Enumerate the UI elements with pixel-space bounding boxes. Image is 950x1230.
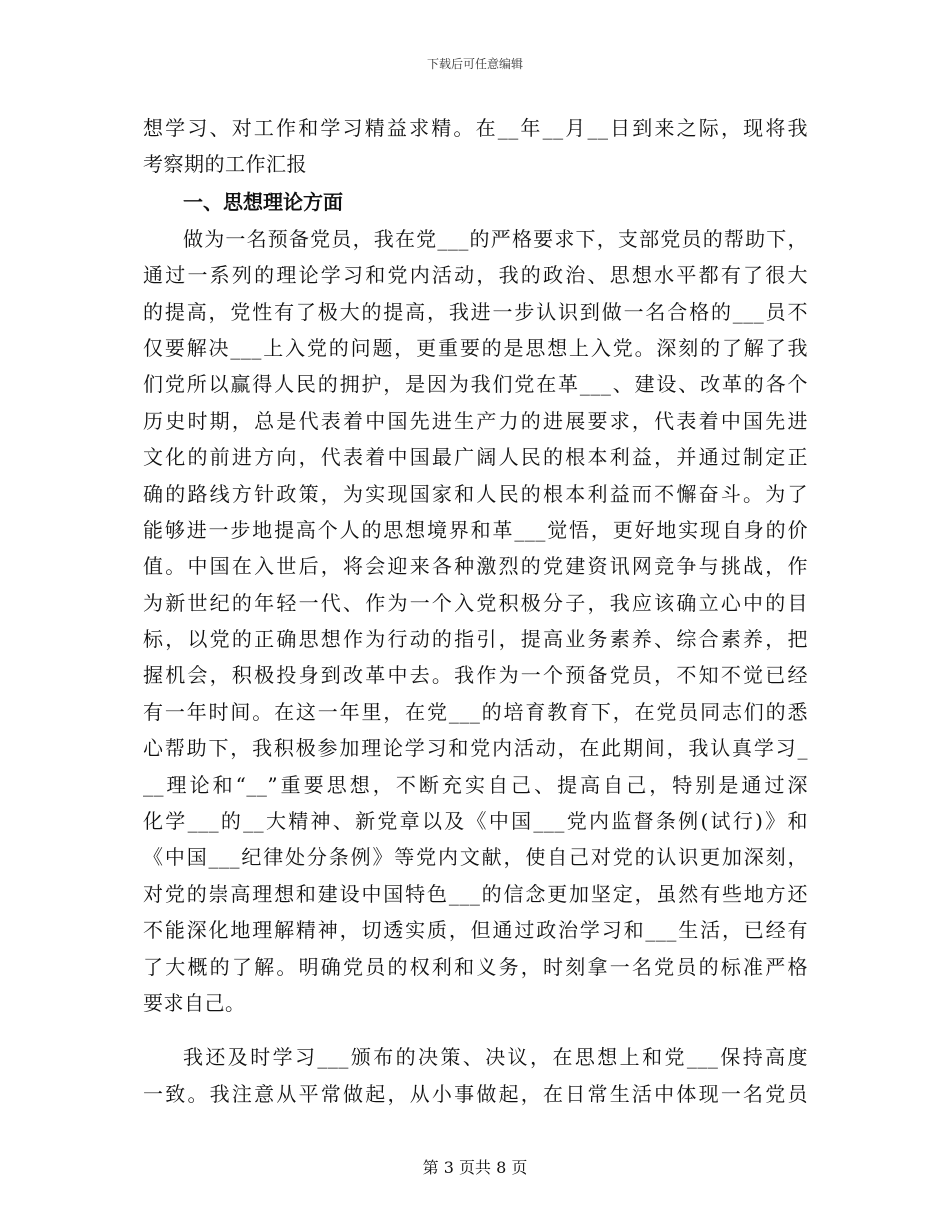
text-line: 一致。我注意从平常做起，从小事做起，在日常生活中体现一名党员 (143, 1081, 808, 1106)
text-line: 们党所以赢得人民的拥护，是因为我们党在革___、建设、改革的各个 (143, 372, 808, 397)
paragraph-1 (143, 221, 808, 1022)
text-line: 标，以党的正确思想作为行动的指引，提高业务素养、综合素养，把 (143, 627, 808, 652)
paragraph-gap (143, 1021, 808, 1039)
paragraph-2 (143, 1039, 808, 1112)
text-line: 确的路线方针政策，为实现国家和人民的根本利益而不懈奋斗。为了 (143, 481, 808, 506)
text-line: 的提高，党性有了极大的提高，我进一步认识到做一名合格的___员不 (143, 299, 808, 324)
text-line: 对党的崇高理想和建设中国特色___的信念更加坚定，虽然有些地方还 (143, 881, 808, 906)
text-line: 握机会，积极投身到改革中去。我作为一个预备党员，不知不觉已经 (143, 663, 808, 688)
text-line: 心帮助下，我积极参加理论学习和党内活动，在此期间，我认真学习_ (143, 736, 808, 761)
text-line: 化学___的__大精神、新党章以及《中国___党内监督条例(试行)》和 (143, 809, 808, 834)
text-line: 为新世纪的年轻一代、作为一个入党积极分子，我应该确立心中的目 (143, 590, 808, 615)
text-line: 能够进一步地提高个人的思想境界和革___觉悟，更好地实现自身的价 (143, 517, 808, 542)
text-line: 想学习、对工作和学习精益求精。在__年__月__日到来之际，现将我 (143, 116, 808, 140)
text-line: 做为一名预备党员，我在党___的严格要求下，支部党员的帮助下， (183, 226, 808, 251)
text-line: 历史时期，总是代表着中国先进生产力的进展要求，代表着中国先进 (143, 408, 808, 433)
text-line: 我还及时学习___颁布的决策、决议，在思想上和党___保持高度 (183, 1045, 808, 1070)
text-line: 不能深化地理解精神，切透实质，但通过政治学习和___生活，已经有 (143, 918, 808, 943)
section-heading: 一、思想理论方面 (183, 189, 343, 214)
text-line: 了大概的了解。明确党员的权利和义务，时刻拿一名党员的标准严格 (143, 954, 808, 979)
text-line: __理论和“__”重要思想，不断充实自己、提高自己，特别是通过深 (143, 772, 808, 797)
page-header: 下载后可任意编辑 (426, 57, 523, 71)
text-line: 考察期的工作汇报 (143, 152, 307, 177)
text-line: 通过一系列的理论学习和党内活动，我的政治、思想水平都有了很大 (143, 263, 808, 288)
page-footer: 第 3 页共 8 页 (422, 1158, 528, 1177)
text-line: 《中国___纪律处分条例》等党内文献，使自己对党的认识更加深刻， (143, 845, 808, 870)
text-line: 值。中国在入世后，将会迎来各种激烈的党建资讯网竞争与挑战，作 (143, 554, 808, 579)
text-line: 要求自己。 (143, 990, 246, 1015)
text-line: 仅要解决___上入党的问题，更重要的是思想上入党。深刻的了解了我 (143, 335, 808, 360)
text-line: 文化的前进方向，代表着中国最广阔人民的根本利益，并通过制定正 (143, 445, 808, 470)
document-body (143, 110, 808, 1112)
text-line: 有一年时间。在这一年里，在党___的培育教育下，在党员同志们的悉 (143, 699, 808, 724)
